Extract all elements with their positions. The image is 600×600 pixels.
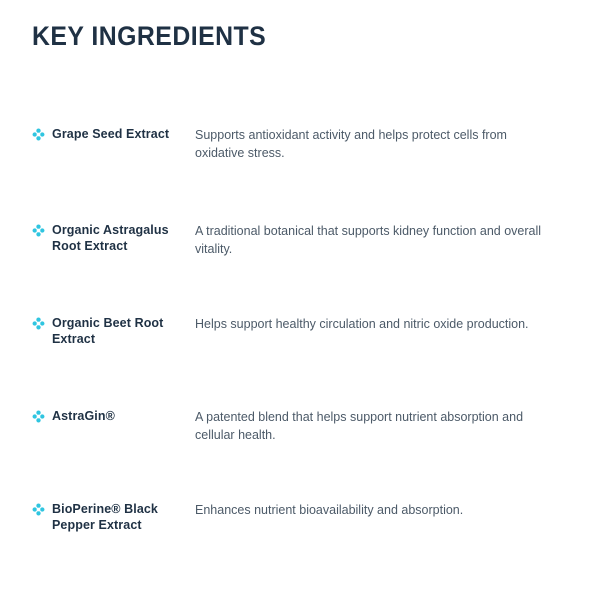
ingredient-description-group <box>192 482 572 519</box>
ingredient-description-group <box>192 389 572 444</box>
ingredient-name-group <box>32 203 192 255</box>
list-item <box>32 482 572 575</box>
ingredient-name-group <box>32 482 192 534</box>
ingredient-description: A patented blend that helps support nutrient absorption and cellular health. <box>195 410 524 443</box>
ingredient-name-group <box>32 296 192 348</box>
flower-bullet-icon <box>32 224 45 237</box>
ingredient-name: Organic Beet Root Extract <box>52 316 164 347</box>
ingredient-name: Organic Astragalus Root Extract <box>52 223 169 254</box>
ingredient-name-group <box>32 110 192 142</box>
flower-bullet-icon <box>32 317 45 330</box>
ingredient-description-group <box>192 203 572 258</box>
ingredient-description-group <box>192 110 572 162</box>
ingredient-description: Helps support healthy circulation and nitric oxide production. <box>195 317 529 331</box>
ingredient-name: AstraGin® <box>52 409 115 423</box>
flower-bullet-icon <box>32 503 45 516</box>
ingredient-name: BioPerine® Black Pepper Extract <box>52 502 158 533</box>
list-item <box>32 389 572 482</box>
page-title: KEY INGREDIENTS <box>32 21 267 51</box>
ingredient-description: Supports antioxidant activity and helps protect cells from oxidative stress. <box>195 128 507 161</box>
ingredients-list <box>32 110 572 575</box>
list-item <box>32 203 572 296</box>
ingredient-description: A traditional botanical that supports kidney function and overall vitality. <box>195 224 542 257</box>
ingredient-name-group <box>32 389 192 424</box>
ingredient-name: Grape Seed Extract <box>52 127 170 141</box>
ingredient-description-group <box>192 296 572 333</box>
list-item <box>32 296 572 389</box>
ingredient-description: Enhances nutrient bioavailability and absorption. <box>195 503 464 517</box>
flower-bullet-icon <box>32 128 45 141</box>
flower-bullet-icon <box>32 410 45 423</box>
list-item <box>32 110 572 203</box>
